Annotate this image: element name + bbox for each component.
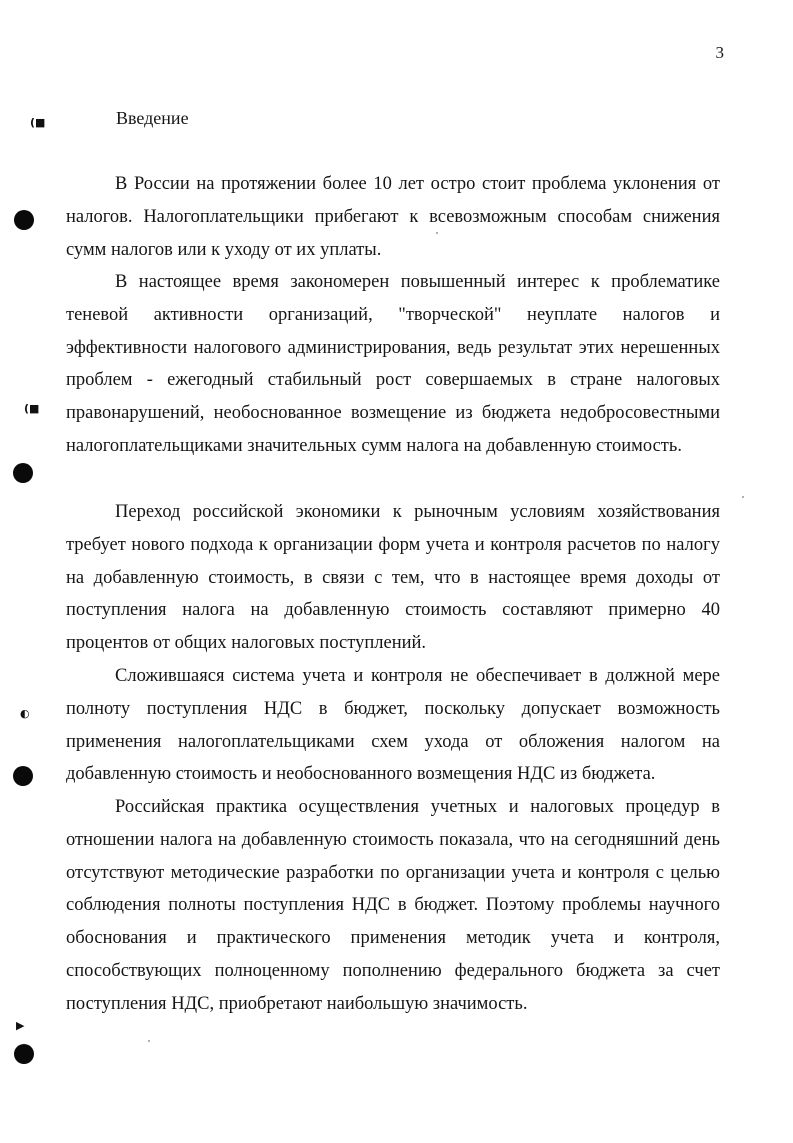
scan-speck xyxy=(742,496,744,498)
paragraph-1-text: В России на протяжении более 10 лет остро стоит проблема уклонения от налогов. Налогоплательщики прибегают к всевозможным способам снижения сумм налогов или к уходу от их уплаты. xyxy=(66,174,720,260)
scan-speck xyxy=(436,232,438,234)
punch-hole xyxy=(13,463,33,483)
scan-artifact: ◐ xyxy=(20,707,30,720)
paragraph-5 xyxy=(66,791,720,1021)
section-heading: Введение xyxy=(116,108,189,128)
paragraph-2-text: В настоящее время закономерен повышенный интерес к проблематике теневой активности организаций, "творческой" неуплате налогов и эффективности налогового администрирования, ведь результат этих нерешенных проблем - ежегодный стабильный рост совершаемых в стране налоговых правонарушений, необоснованное возмещение из бюджета недобросовестными налогоплательщиками значительных сумм налога на добавленную стоимость. xyxy=(66,272,720,456)
paragraph-3 xyxy=(66,496,720,660)
punch-hole xyxy=(13,766,33,786)
punch-hole xyxy=(14,210,34,230)
punch-hole xyxy=(14,1044,34,1064)
page-number: 3 xyxy=(715,43,724,62)
paragraph-3-text: Переход российской экономики к рыночным условиям хозяйствования требует нового подхода к организации форм учета и контроля расчетов по налогу на добавленную стоимость, в связи с тем, что в настоящее время доходы от поступления налога на добавленную стоимость составляют примерно 40 процентов от общих налоговых поступлений. xyxy=(66,502,720,654)
scan-speck xyxy=(148,1040,150,1042)
paragraph-1 xyxy=(66,168,720,266)
paragraph-2 xyxy=(66,266,720,463)
scan-artifact: (■ xyxy=(24,402,40,415)
paragraph-4 xyxy=(66,660,720,791)
scan-artifact: (■ xyxy=(30,116,46,129)
paragraph-4-text: Сложившаяся система учета и контроля не обеспечивает в должной мере полноту поступления НДС в бюджет, поскольку допускает возможность применения налогоплательщиками схем ухода от обложения налогом на добавленную стоимость и необоснованного возмещения НДС из бюджета. xyxy=(66,666,720,785)
scan-artifact: ▶ xyxy=(16,1019,25,1032)
paragraph-5-text: Российская практика осуществления учетных и налоговых процедур в отношении налога на добавленную стоимость показала, что на сегодняшний день отсутствуют методические разработки по организации учета и контроля с целью соблюдения полноты поступления НДС в бюджет. Поэтому проблемы научного обоснования и практического применения методик учета и контроля, способствующих полноценному пополнению федерального бюджета за счет поступления НДС, приобретают наибольшую значимость. xyxy=(66,797,720,1014)
